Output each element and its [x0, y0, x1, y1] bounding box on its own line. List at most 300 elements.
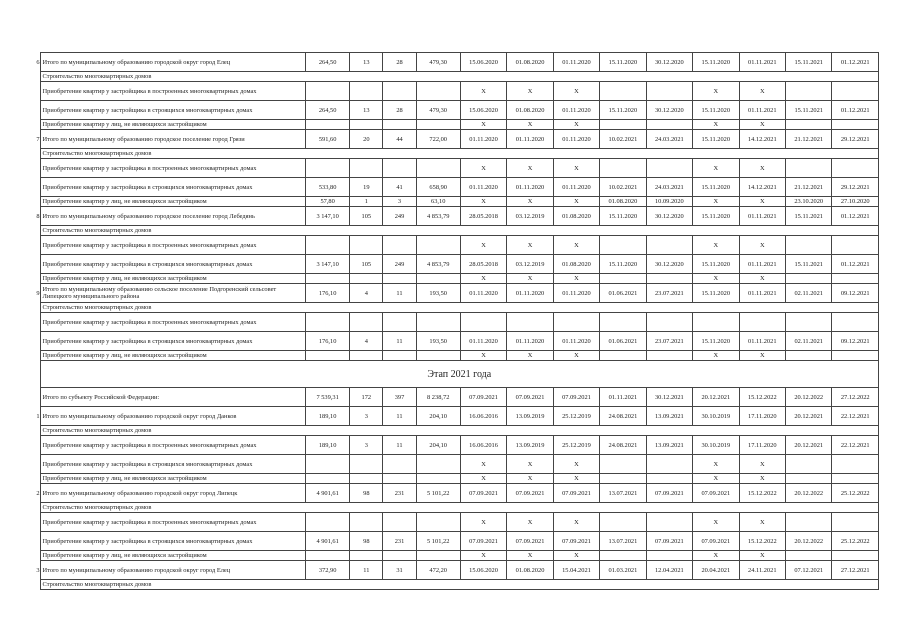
- table-cell: 7 539,31: [306, 388, 350, 407]
- table-cell: 14.12.2021: [739, 130, 785, 149]
- table-cell: [383, 551, 416, 561]
- table-cell: [832, 82, 879, 101]
- table-cell: 15.11.2021: [786, 255, 832, 274]
- table-cell: 01.11.2020: [553, 178, 599, 197]
- table-cell: X: [739, 159, 785, 178]
- row-number: [29, 551, 40, 561]
- row-description: Итого по муниципальному образованию сельское поселение Подгоренский сельсовет Липецкого муниципального района: [40, 284, 305, 303]
- table-cell: 01.11.2020: [507, 178, 553, 197]
- table-row: [29, 407, 879, 426]
- row-number: [29, 388, 40, 407]
- table-cell: 24.08.2021: [600, 436, 646, 455]
- table-cell: [786, 236, 832, 255]
- table-cell: X: [739, 274, 785, 284]
- table-cell: [693, 313, 739, 332]
- table-cell: 372,90: [306, 561, 350, 580]
- table-cell: 07.09.2021: [507, 484, 553, 503]
- table-cell: X: [507, 236, 553, 255]
- row-number: [29, 72, 40, 82]
- table-cell: 15.11.2020: [693, 53, 739, 72]
- resettlement-schedule-table: [29, 52, 879, 590]
- table-cell: 98: [350, 532, 383, 551]
- table-row: [29, 274, 879, 284]
- table-cell: [416, 513, 460, 532]
- table-cell: 5 101,22: [416, 532, 460, 551]
- document-page: [29, 52, 879, 590]
- table-cell: 479,30: [416, 53, 460, 72]
- table-cell: 231: [383, 484, 416, 503]
- row-number: [29, 580, 40, 590]
- table-cell: 01.11.2021: [739, 53, 785, 72]
- table-cell: [383, 82, 416, 101]
- table-cell: X: [693, 455, 739, 474]
- table-cell: [383, 274, 416, 284]
- row-description: Строительство многоквартирных домов: [40, 426, 878, 436]
- table-cell: 17.11.2020: [739, 407, 785, 426]
- table-cell: [646, 120, 692, 130]
- table-cell: [416, 474, 460, 484]
- table-cell: 07.09.2021: [460, 484, 506, 503]
- table-cell: [786, 274, 832, 284]
- table-cell: X: [507, 455, 553, 474]
- table-cell: [383, 513, 416, 532]
- table-cell: [600, 455, 646, 474]
- table-cell: [383, 455, 416, 474]
- row-number: [29, 178, 40, 197]
- row-description: Строительство многоквартирных домов: [40, 149, 878, 159]
- table-cell: 264,50: [306, 101, 350, 120]
- table-row: [29, 361, 879, 388]
- table-cell: [646, 274, 692, 284]
- table-row: [29, 580, 879, 590]
- row-description: Итого по муниципальному образованию городское поселение город Грязи: [40, 130, 305, 149]
- table-cell: [350, 513, 383, 532]
- table-cell: 03.12.2019: [507, 255, 553, 274]
- table-row: [29, 388, 879, 407]
- table-cell: 176,10: [306, 284, 350, 303]
- table-cell: [553, 313, 599, 332]
- table-cell: 07.09.2021: [507, 388, 553, 407]
- table-cell: 15.11.2020: [600, 53, 646, 72]
- table-cell: [646, 474, 692, 484]
- table-row: [29, 474, 879, 484]
- table-cell: 07.09.2021: [507, 532, 553, 551]
- table-cell: 07.09.2021: [460, 388, 506, 407]
- table-cell: 10.02.2021: [600, 178, 646, 197]
- table-cell: [600, 513, 646, 532]
- table-cell: 22.12.2021: [832, 407, 879, 426]
- row-number: [29, 226, 40, 236]
- table-cell: X: [460, 197, 506, 207]
- table-cell: 231: [383, 532, 416, 551]
- table-cell: [350, 274, 383, 284]
- table-cell: 4 901,61: [306, 484, 350, 503]
- table-cell: [786, 313, 832, 332]
- table-cell: X: [507, 159, 553, 178]
- table-cell: 204,10: [416, 407, 460, 426]
- table-cell: X: [460, 159, 506, 178]
- table-row: [29, 159, 879, 178]
- table-cell: 01.08.2020: [507, 53, 553, 72]
- table-cell: 01.11.2021: [739, 255, 785, 274]
- table-cell: [350, 82, 383, 101]
- table-cell: 13: [350, 101, 383, 120]
- table-cell: X: [507, 351, 553, 361]
- row-number: [29, 236, 40, 255]
- table-cell: 479,30: [416, 101, 460, 120]
- table-cell: X: [460, 82, 506, 101]
- table-cell: 22.12.2021: [832, 436, 879, 455]
- table-cell: [350, 474, 383, 484]
- table-cell: [306, 474, 350, 484]
- table-cell: 01.08.2020: [507, 561, 553, 580]
- table-cell: X: [460, 551, 506, 561]
- table-cell: [646, 551, 692, 561]
- table-row: [29, 207, 879, 226]
- table-cell: 30.12.2021: [646, 388, 692, 407]
- table-cell: 01.11.2020: [553, 101, 599, 120]
- table-cell: [350, 313, 383, 332]
- row-description: Приобретение квартир у лиц, не являющихся застройщиком: [40, 551, 305, 561]
- table-cell: [350, 159, 383, 178]
- table-cell: [832, 313, 879, 332]
- table-cell: [350, 120, 383, 130]
- row-description: Приобретение квартир у лиц, не являющихся застройщиком: [40, 474, 305, 484]
- table-cell: [646, 236, 692, 255]
- table-cell: 30.12.2020: [646, 207, 692, 226]
- row-number: [29, 455, 40, 474]
- table-cell: 16.06.2016: [460, 407, 506, 426]
- table-cell: 13.07.2021: [600, 484, 646, 503]
- table-cell: [350, 351, 383, 361]
- table-cell: 01.08.2020: [507, 101, 553, 120]
- row-number: [29, 149, 40, 159]
- table-cell: X: [739, 82, 785, 101]
- table-cell: X: [460, 513, 506, 532]
- table-cell: [786, 120, 832, 130]
- table-cell: 20.04.2021: [693, 561, 739, 580]
- table-cell: [306, 236, 350, 255]
- table-cell: 15.06.2020: [460, 53, 506, 72]
- row-number: [29, 120, 40, 130]
- table-cell: 5 101,22: [416, 484, 460, 503]
- table-cell: 01.11.2020: [460, 284, 506, 303]
- table-cell: 15.12.2022: [739, 388, 785, 407]
- table-cell: 193,50: [416, 284, 460, 303]
- table-row: [29, 236, 879, 255]
- table-cell: 3 147,10: [306, 207, 350, 226]
- table-cell: 30.12.2020: [646, 101, 692, 120]
- table-cell: 24.08.2021: [600, 407, 646, 426]
- table-row: [29, 332, 879, 351]
- table-cell: 01.11.2021: [739, 284, 785, 303]
- table-cell: 15.11.2020: [693, 284, 739, 303]
- table-cell: 658,90: [416, 178, 460, 197]
- table-cell: 24.11.2021: [739, 561, 785, 580]
- table-cell: 57,80: [306, 197, 350, 207]
- table-cell: 14.12.2021: [739, 178, 785, 197]
- table-cell: [383, 313, 416, 332]
- table-cell: 722,00: [416, 130, 460, 149]
- table-cell: 189,10: [306, 407, 350, 426]
- table-cell: 07.09.2021: [646, 532, 692, 551]
- table-cell: 25.12.2019: [553, 407, 599, 426]
- table-cell: X: [693, 474, 739, 484]
- table-cell: 397: [383, 388, 416, 407]
- table-cell: X: [460, 455, 506, 474]
- table-cell: [416, 82, 460, 101]
- table-cell: 01.08.2020: [600, 197, 646, 207]
- table-cell: [416, 313, 460, 332]
- table-cell: X: [553, 551, 599, 561]
- row-description: Приобретение квартир у лиц, не являющихся застройщиком: [40, 351, 305, 361]
- table-cell: 264,50: [306, 53, 350, 72]
- table-cell: [646, 513, 692, 532]
- table-cell: [416, 236, 460, 255]
- table-cell: X: [507, 474, 553, 484]
- table-cell: 11: [383, 436, 416, 455]
- table-cell: 01.12.2021: [832, 207, 879, 226]
- table-cell: 189,10: [306, 436, 350, 455]
- table-cell: [383, 236, 416, 255]
- row-description: Приобретение квартир у застройщика в строящихся многоквартирных домах: [40, 332, 305, 351]
- table-cell: 01.11.2020: [507, 284, 553, 303]
- table-cell: 01.08.2020: [553, 255, 599, 274]
- row-description: Строительство многоквартирных домов: [40, 580, 878, 590]
- row-description: Приобретение квартир у застройщика в построенных многоквартирных домах: [40, 236, 305, 255]
- table-cell: 01.11.2020: [553, 332, 599, 351]
- row-number: [29, 532, 40, 551]
- table-cell: [306, 455, 350, 474]
- row-number: [29, 313, 40, 332]
- table-cell: 30.10.2019: [693, 436, 739, 455]
- row-number: 3: [36, 566, 40, 574]
- table-cell: 07.09.2021: [646, 484, 692, 503]
- row-description: Строительство многоквартирных домов: [40, 72, 878, 82]
- table-cell: 31: [383, 561, 416, 580]
- table-cell: 09.12.2021: [832, 284, 879, 303]
- table-cell: 07.09.2021: [460, 532, 506, 551]
- row-number: [29, 361, 40, 388]
- table-cell: 23.10.2020: [786, 197, 832, 207]
- row-number: 6: [36, 58, 40, 66]
- table-cell: [383, 159, 416, 178]
- table-cell: [786, 82, 832, 101]
- row-description: Итого по муниципальному образованию городской округ город Липецк: [40, 484, 305, 503]
- table-cell: 15.11.2020: [693, 207, 739, 226]
- table-cell: 29.12.2021: [832, 130, 879, 149]
- table-cell: 30.12.2020: [646, 53, 692, 72]
- table-cell: X: [739, 513, 785, 532]
- table-cell: 41: [383, 178, 416, 197]
- table-cell: 28: [383, 101, 416, 120]
- table-cell: X: [693, 197, 739, 207]
- table-cell: [786, 455, 832, 474]
- table-cell: 204,10: [416, 436, 460, 455]
- row-description: Приобретение квартир у застройщика в строящихся многоквартирных домах: [40, 101, 305, 120]
- table-cell: X: [739, 197, 785, 207]
- table-cell: X: [507, 197, 553, 207]
- table-cell: 07.09.2021: [553, 532, 599, 551]
- table-cell: 11: [383, 332, 416, 351]
- table-body: [29, 53, 879, 590]
- row-number: 9: [36, 289, 40, 297]
- table-cell: [646, 455, 692, 474]
- table-cell: 4 901,61: [306, 532, 350, 551]
- row-number: [29, 255, 40, 274]
- row-description: Итого по муниципальному образованию городской округ город Данков: [40, 407, 305, 426]
- table-cell: 03.12.2019: [507, 207, 553, 226]
- table-row: [29, 197, 879, 207]
- table-cell: [600, 274, 646, 284]
- table-cell: [832, 159, 879, 178]
- table-cell: X: [693, 159, 739, 178]
- table-cell: 8 238,72: [416, 388, 460, 407]
- table-row: [29, 513, 879, 532]
- table-cell: 15.11.2020: [693, 101, 739, 120]
- table-cell: [460, 313, 506, 332]
- row-number: [29, 82, 40, 101]
- row-number: [29, 474, 40, 484]
- table-cell: 23.07.2021: [646, 284, 692, 303]
- table-cell: X: [739, 236, 785, 255]
- row-description: Приобретение квартир у застройщика в строящихся многоквартирных домах: [40, 455, 305, 474]
- table-cell: 20.12.2021: [786, 436, 832, 455]
- table-cell: X: [693, 513, 739, 532]
- table-cell: X: [693, 551, 739, 561]
- table-cell: X: [693, 120, 739, 130]
- table-cell: 07.09.2021: [693, 532, 739, 551]
- table-cell: 15.12.2022: [739, 484, 785, 503]
- table-cell: 28.05.2018: [460, 207, 506, 226]
- table-cell: [350, 236, 383, 255]
- table-cell: 01.11.2021: [739, 332, 785, 351]
- table-cell: 29.12.2021: [832, 178, 879, 197]
- table-cell: X: [553, 197, 599, 207]
- table-cell: X: [553, 274, 599, 284]
- table-cell: [306, 313, 350, 332]
- table-row: [29, 72, 879, 82]
- table-cell: 30.12.2020: [646, 255, 692, 274]
- table-row: [29, 313, 879, 332]
- table-cell: X: [693, 82, 739, 101]
- table-cell: [600, 159, 646, 178]
- table-cell: 13.09.2019: [507, 436, 553, 455]
- table-row: [29, 551, 879, 561]
- table-cell: [306, 351, 350, 361]
- table-cell: [600, 82, 646, 101]
- table-row: [29, 255, 879, 274]
- table-cell: 4 853,79: [416, 255, 460, 274]
- table-row: [29, 303, 879, 313]
- stage-header: Этап 2021 года: [40, 361, 878, 388]
- table-cell: 01.11.2020: [460, 178, 506, 197]
- row-description: Приобретение квартир у застройщика в построенных многоквартирных домах: [40, 313, 305, 332]
- row-description: Приобретение квартир у застройщика в строящихся многоквартирных домах: [40, 178, 305, 197]
- table-row: [29, 503, 879, 513]
- table-cell: 01.11.2021: [739, 101, 785, 120]
- table-row: [29, 351, 879, 361]
- table-cell: 1: [350, 197, 383, 207]
- table-row: [29, 53, 879, 72]
- table-cell: [786, 513, 832, 532]
- table-cell: 3: [350, 407, 383, 426]
- table-cell: 3 147,10: [306, 255, 350, 274]
- table-cell: [416, 551, 460, 561]
- table-cell: X: [739, 551, 785, 561]
- table-cell: 176,10: [306, 332, 350, 351]
- row-description: Приобретение квартир у лиц, не являющихся застройщиком: [40, 274, 305, 284]
- row-description: Итого по муниципальному образованию городской округ город Елец: [40, 53, 305, 72]
- table-cell: X: [507, 120, 553, 130]
- table-cell: 13.07.2021: [600, 532, 646, 551]
- table-cell: 15.11.2020: [693, 178, 739, 197]
- table-cell: [600, 351, 646, 361]
- table-cell: X: [739, 455, 785, 474]
- table-cell: 20: [350, 130, 383, 149]
- table-cell: 15.04.2021: [553, 561, 599, 580]
- table-cell: 16.06.2016: [460, 436, 506, 455]
- row-number: [29, 159, 40, 178]
- table-cell: 193,50: [416, 332, 460, 351]
- table-cell: X: [553, 513, 599, 532]
- table-cell: 15.11.2021: [786, 207, 832, 226]
- table-cell: 11: [350, 561, 383, 580]
- table-cell: 15.11.2020: [693, 332, 739, 351]
- table-cell: 10.02.2021: [600, 130, 646, 149]
- table-cell: [383, 474, 416, 484]
- table-cell: 15.11.2020: [693, 130, 739, 149]
- row-description: Приобретение квартир у застройщика в строящихся многоквартирных домах: [40, 532, 305, 551]
- table-cell: X: [693, 274, 739, 284]
- row-description: Итого по субъекту Российской Федерации:: [40, 388, 305, 407]
- table-cell: 27.12.2022: [832, 388, 879, 407]
- table-cell: [832, 274, 879, 284]
- table-cell: 15.11.2021: [786, 53, 832, 72]
- table-cell: [832, 236, 879, 255]
- table-cell: X: [507, 274, 553, 284]
- row-number: [29, 274, 40, 284]
- row-description: Итого по муниципальному образованию городское поселение город Лебедянь: [40, 207, 305, 226]
- table-cell: X: [553, 351, 599, 361]
- row-number: 1: [36, 412, 40, 420]
- table-cell: 21.12.2021: [786, 178, 832, 197]
- table-cell: [306, 82, 350, 101]
- table-cell: 15.11.2020: [600, 255, 646, 274]
- table-cell: 20.12.2021: [786, 407, 832, 426]
- table-cell: 13.09.2021: [646, 436, 692, 455]
- table-cell: X: [460, 120, 506, 130]
- table-cell: 15.11.2020: [693, 255, 739, 274]
- table-cell: 01.11.2020: [553, 130, 599, 149]
- table-row: [29, 561, 879, 580]
- table-cell: 01.11.2020: [507, 130, 553, 149]
- table-cell: 02.11.2021: [786, 284, 832, 303]
- table-cell: 17.11.2020: [739, 436, 785, 455]
- table-cell: X: [553, 120, 599, 130]
- row-number: [29, 436, 40, 455]
- table-cell: 25.12.2022: [832, 532, 879, 551]
- table-cell: 19: [350, 178, 383, 197]
- row-number: 2: [36, 489, 40, 497]
- table-row: [29, 101, 879, 120]
- table-cell: [416, 159, 460, 178]
- table-cell: [600, 474, 646, 484]
- table-row: [29, 284, 879, 303]
- table-cell: 01.08.2020: [553, 207, 599, 226]
- table-cell: [600, 120, 646, 130]
- table-row: [29, 532, 879, 551]
